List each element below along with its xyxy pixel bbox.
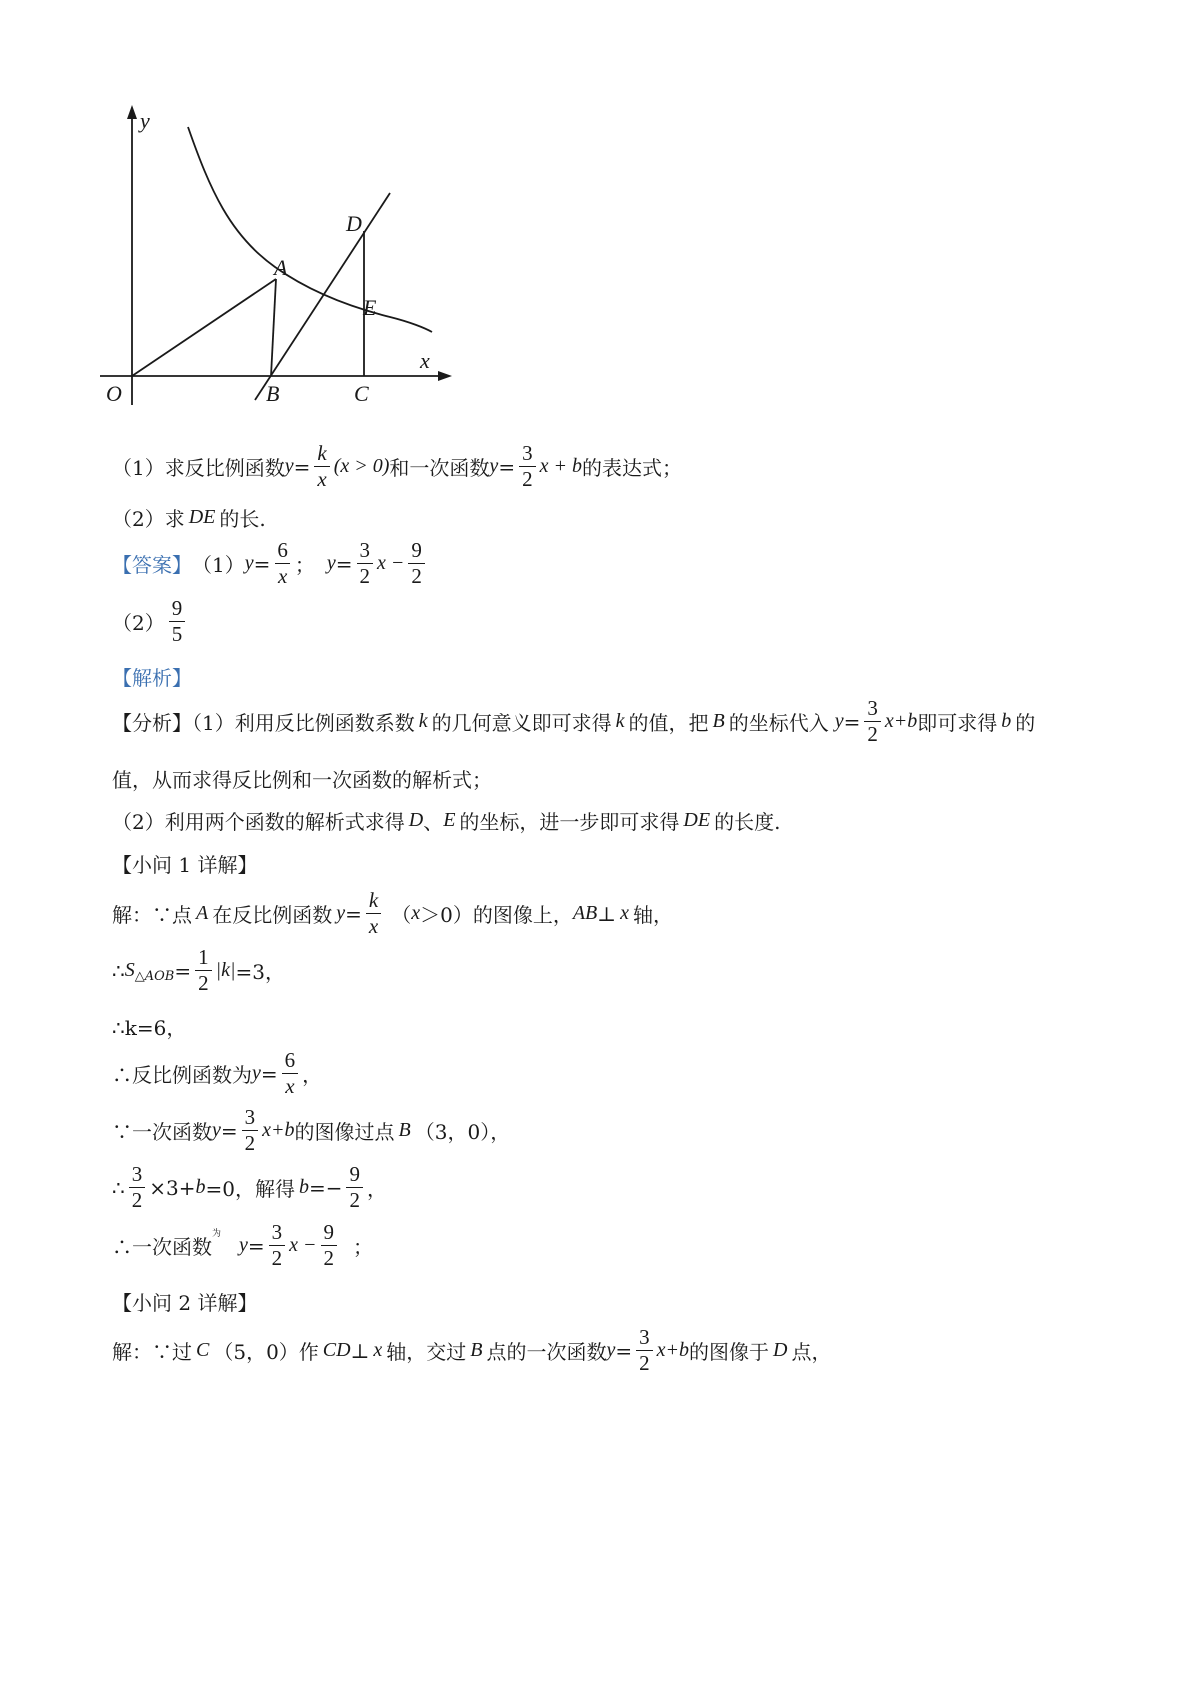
frac-numerator: 3 bbox=[271, 1220, 283, 1244]
sub1-s7-y: y bbox=[239, 1234, 248, 1256]
frac-denominator: 2 bbox=[195, 970, 212, 994]
analysis-text-c: 的值，把 bbox=[628, 711, 709, 735]
frac-denominator: 2 bbox=[129, 1187, 146, 1211]
answer-line-2 bbox=[112, 598, 189, 645]
sub2-s1-f: 的图像于 bbox=[689, 1340, 770, 1364]
point-label-O: O bbox=[106, 381, 122, 406]
frac-denominator: x bbox=[366, 913, 381, 937]
frac-numerator: 6 bbox=[277, 538, 288, 562]
y-axis-arrow bbox=[127, 105, 137, 119]
answer-line-1 bbox=[112, 540, 429, 587]
answer-frac-6-x bbox=[274, 540, 291, 587]
sub2-s1-CD: CD bbox=[322, 1339, 351, 1361]
question-1 bbox=[112, 443, 682, 490]
sub1-s5-tail: x+b bbox=[262, 1119, 295, 1141]
analysis-b: b bbox=[1001, 710, 1012, 732]
q1-number: （1） bbox=[112, 456, 165, 480]
q2-number: （2） bbox=[112, 507, 165, 531]
answer-eq2: = bbox=[335, 551, 353, 576]
analysis-l3-b: 的坐标，进一步即可求得 bbox=[459, 810, 680, 834]
sub1-s1-y: y bbox=[336, 902, 346, 924]
sub1-s1-eq: = bbox=[345, 901, 362, 926]
sub1-s5-c: （3，0）， bbox=[414, 1120, 511, 1144]
analysis-l3-sep: 、 bbox=[423, 810, 444, 834]
q2-text-b: 的长. bbox=[219, 507, 266, 531]
q1-text-b: 和一次函数 bbox=[389, 456, 490, 480]
frac-denominator: 2 bbox=[519, 466, 536, 490]
analysis-text-d: 的坐标代入 bbox=[728, 711, 829, 735]
q1-tail: x + b bbox=[539, 455, 582, 477]
sub1-s6-e: ， bbox=[366, 1177, 387, 1201]
frac-numerator: k bbox=[368, 888, 379, 912]
analysis-l3-D: D bbox=[408, 809, 424, 831]
sub1-s7-b: ； bbox=[353, 1235, 374, 1259]
sub2-s1-c: ⊥ bbox=[350, 1338, 370, 1363]
sub1-frac-9-2 bbox=[346, 1164, 363, 1211]
sub1-heading: 【小问 1 详解】 bbox=[112, 853, 258, 877]
q1-text-c: 的表达式； bbox=[581, 456, 682, 480]
frac-numerator: 3 bbox=[867, 696, 878, 720]
sub2-s1-x: x bbox=[373, 1339, 383, 1361]
sub1-s2-eq: = bbox=[174, 958, 192, 983]
sub2-s1-b: （5，0）作 bbox=[213, 1340, 319, 1364]
answer-y1: y bbox=[244, 552, 254, 574]
sub1-s1-b: 在反比例函数 bbox=[212, 903, 333, 927]
sub1-step-3: ∴k=6， bbox=[112, 1016, 187, 1040]
sub1-step-4 bbox=[112, 1050, 322, 1097]
q1-condition: (x > 0) bbox=[333, 455, 390, 477]
sub2-s1-eq: = bbox=[615, 1338, 633, 1363]
analysis-tag: 【解析】 bbox=[112, 666, 192, 690]
frac-numerator: 9 bbox=[349, 1162, 360, 1186]
sub2-s1-C: C bbox=[196, 1339, 210, 1361]
analysis-text-f: 的 bbox=[1015, 711, 1036, 735]
analysis-text-a: 【分析】（1）利用反比例函数系数 bbox=[112, 711, 415, 735]
answer-y2: y bbox=[326, 552, 336, 574]
frac-numerator: 3 bbox=[244, 1105, 256, 1129]
frac-denominator: 2 bbox=[269, 1245, 286, 1269]
sub1-frac-6-x bbox=[282, 1050, 299, 1097]
sub1-frac-k-x bbox=[366, 890, 381, 937]
frac-numerator: 6 bbox=[284, 1048, 296, 1072]
point-label-A: A bbox=[274, 255, 288, 280]
frac-numerator: k bbox=[317, 441, 327, 465]
analysis-l3-DE: DE bbox=[683, 809, 711, 831]
answer-frac-3-2 bbox=[357, 540, 374, 587]
sub1-s7-a: ∴一次函数 bbox=[112, 1235, 212, 1259]
function-graph-figure bbox=[90, 95, 570, 425]
frac-denominator: x bbox=[282, 1073, 297, 1097]
frac-denominator: 2 bbox=[346, 1187, 363, 1211]
answer-x-minus: x − bbox=[377, 552, 405, 574]
frac-numerator: 9 bbox=[323, 1220, 335, 1244]
q1-text-a: 求反比例函数 bbox=[164, 456, 285, 480]
frac-numerator: 3 bbox=[359, 538, 371, 562]
q1-y: y bbox=[284, 455, 294, 477]
q2-DE: DE bbox=[188, 506, 216, 528]
analysis-l3-E: E bbox=[443, 809, 456, 831]
sub1-s1-f: 轴， bbox=[632, 903, 673, 927]
frac-numerator: 3 bbox=[522, 441, 533, 465]
analysis-frac-3-2 bbox=[864, 698, 881, 745]
segment-AB bbox=[271, 279, 276, 376]
sub1-s4-b: ， bbox=[302, 1063, 323, 1087]
q1-frac-k-over-x bbox=[314, 443, 329, 490]
sub1-step-6 bbox=[112, 1164, 387, 1211]
sub1-s2-abs: |k| bbox=[215, 959, 236, 981]
q2-text-a: 求 bbox=[164, 507, 185, 531]
answer-frac-9-2 bbox=[408, 540, 425, 587]
sub2-s1-D: D bbox=[773, 1339, 788, 1361]
analysis-text-b: 的几何意义即可求得 bbox=[431, 711, 612, 735]
question-2 bbox=[112, 503, 266, 532]
analysis-y: y bbox=[834, 710, 844, 732]
sub1-s1-e: ⊥ bbox=[597, 901, 617, 926]
segment-OA bbox=[132, 279, 276, 376]
analysis-k: k bbox=[418, 710, 428, 732]
answer-tag: 【答案】 bbox=[112, 553, 192, 577]
analysis-eq: = bbox=[843, 709, 861, 734]
analysis-k2: k bbox=[615, 710, 625, 732]
q1-eq: = bbox=[293, 454, 311, 479]
frac-numerator: 3 bbox=[131, 1162, 143, 1186]
sub1-frac-3-2-b bbox=[129, 1164, 146, 1211]
analysis-line-1 bbox=[112, 698, 1035, 745]
q1-frac-3-2 bbox=[519, 443, 536, 490]
sub1-s1-AB: AB bbox=[572, 902, 598, 924]
sub1-step-1 bbox=[112, 890, 673, 937]
x-axis-arrow bbox=[438, 371, 452, 381]
answer-p2: （2） bbox=[112, 611, 165, 635]
answer-sep: ； bbox=[294, 553, 315, 577]
analysis-l3-a: （2）利用两个函数的解析式求得 bbox=[112, 810, 405, 834]
sub1-s1-x2: x bbox=[411, 902, 421, 924]
analysis-tail: x+b bbox=[884, 710, 918, 732]
sub1-step-7 bbox=[112, 1222, 373, 1269]
sub1-s2-b: =3， bbox=[235, 960, 285, 984]
analysis-line-3 bbox=[112, 806, 780, 835]
sub1-s5-b: 的图像过点 bbox=[294, 1120, 395, 1144]
sub2-s1-tail: x+b bbox=[656, 1339, 690, 1361]
sub1-s2-a: ∴ bbox=[112, 958, 125, 983]
sub1-s1-c: （ bbox=[391, 903, 412, 927]
sub1-s5-eq: = bbox=[220, 1118, 238, 1143]
frac-numerator: 9 bbox=[411, 538, 422, 562]
answer-p1: （1） bbox=[192, 553, 245, 577]
sub1-s6-c: =0，解得 bbox=[205, 1177, 295, 1201]
point-label-D: D bbox=[346, 211, 362, 236]
sub1-s6-bb: b bbox=[195, 1176, 206, 1198]
sub1-s4-y: y bbox=[252, 1062, 261, 1084]
frac-denominator: 2 bbox=[636, 1350, 653, 1374]
sub1-s6-d: =− bbox=[308, 1175, 343, 1200]
sub1-frac-9-2-b bbox=[321, 1222, 338, 1269]
sub2-s1-B: B bbox=[470, 1339, 483, 1361]
sub1-s4-eq: = bbox=[260, 1061, 278, 1086]
frac-denominator: x bbox=[275, 563, 290, 587]
sub1-s1-x3: x bbox=[620, 902, 629, 924]
analysis-B: B bbox=[712, 710, 725, 732]
answer-frac-9-5 bbox=[169, 598, 186, 645]
frac-denominator: 2 bbox=[357, 563, 374, 587]
sub1-s2-sub: △AOB bbox=[134, 969, 175, 984]
analysis-text-e: 即可求得 bbox=[917, 711, 998, 735]
point-label-B: B bbox=[266, 381, 280, 406]
sub1-s5-y: y bbox=[212, 1119, 221, 1141]
frac-numerator: 3 bbox=[639, 1325, 650, 1349]
analysis-line-2: 值，从而求得反比例和一次函数的解析式； bbox=[112, 768, 492, 792]
sub2-frac-3-2 bbox=[636, 1327, 653, 1374]
sub2-step-1 bbox=[112, 1327, 832, 1374]
sub2-s1-a: 解：∵过 bbox=[112, 1340, 192, 1364]
frac-denominator: 2 bbox=[242, 1130, 259, 1154]
sub1-s1-A: A bbox=[196, 902, 209, 924]
sub1-s7-eq: = bbox=[247, 1233, 265, 1258]
frac-denominator: 2 bbox=[864, 721, 881, 745]
hyperbola-curve bbox=[188, 127, 432, 332]
sub1-s7-xm: x − bbox=[289, 1234, 317, 1256]
q1-eq2: = bbox=[498, 454, 516, 479]
sub1-step-5 bbox=[112, 1107, 510, 1154]
frac-numerator: 9 bbox=[171, 596, 183, 620]
sub2-s1-y: y bbox=[606, 1339, 616, 1361]
sub1-s5-B: B bbox=[398, 1119, 411, 1141]
sub1-step-2 bbox=[112, 947, 285, 994]
sub1-s2-S: S bbox=[124, 959, 135, 981]
analysis-l3-c: 的长度. bbox=[714, 810, 781, 834]
frac-denominator: 5 bbox=[169, 621, 186, 645]
sub1-s6-bb2: b bbox=[298, 1176, 309, 1198]
sub2-s1-e: 点的一次函数 bbox=[486, 1340, 607, 1364]
sub1-frac-3-2-c bbox=[269, 1222, 286, 1269]
sub1-frac-1-2 bbox=[195, 947, 212, 994]
sub2-heading: 【小问 2 详解】 bbox=[112, 1291, 258, 1315]
frac-denominator: 2 bbox=[408, 563, 425, 587]
sub1-s7-mark: 为 bbox=[212, 1229, 222, 1239]
x-axis-label: x bbox=[420, 348, 430, 373]
sub1-s6-b: ×3+ bbox=[149, 1175, 196, 1200]
sub1-s1-a: 解：∵点 bbox=[112, 903, 192, 927]
sub1-s5-a: ∵一次函数 bbox=[112, 1120, 212, 1144]
sub2-s1-g: 点， bbox=[791, 1340, 832, 1364]
answer-eq1: = bbox=[253, 551, 271, 576]
frac-numerator: 1 bbox=[198, 945, 209, 969]
frac-denominator: x bbox=[314, 466, 329, 490]
frac-denominator: 2 bbox=[321, 1245, 338, 1269]
y-axis-label: y bbox=[140, 108, 150, 133]
sub1-s1-d: ＞0）的图像上， bbox=[420, 903, 573, 927]
sub1-s6-a: ∴ bbox=[112, 1175, 125, 1200]
point-label-C: C bbox=[354, 381, 369, 406]
point-label-E: E bbox=[363, 295, 377, 320]
q1-y2: y bbox=[489, 455, 499, 477]
sub1-frac-3-2-a bbox=[242, 1107, 259, 1154]
sub2-s1-d: 轴，交过 bbox=[386, 1340, 467, 1364]
sub1-s4-a: ∴反比例函数为 bbox=[112, 1063, 252, 1087]
